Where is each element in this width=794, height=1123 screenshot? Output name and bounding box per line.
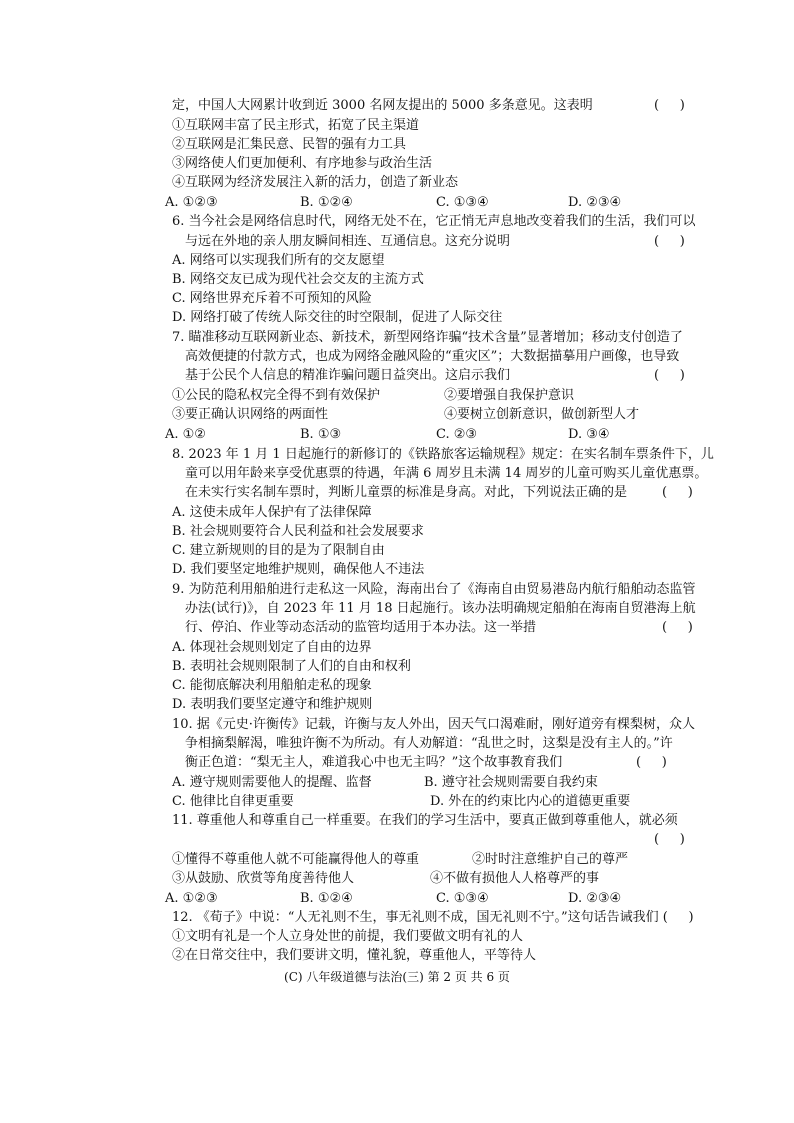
q6-answer-paren: ( ) xyxy=(654,234,685,249)
q8-stem-1: 8. 2023 年 1 月 1 日起施行的新修订的《铁路旅客运输规程》规定：在实名制车票条件下，儿 xyxy=(172,447,714,462)
q7-statement-3: ③要正确认识网络的两面性 xyxy=(172,407,329,422)
q5-option-d: D. ②③④ xyxy=(568,195,622,210)
q10-option-a: A. 遵守规则需要他人的提醒、监督 xyxy=(172,775,372,790)
q12-stem: 12. 《荀子》中说：“人无礼则不生，事无礼则不成，国无礼则不宁。”这句话告诫我们 ( ) xyxy=(172,910,694,925)
q6-stem-1: 6. 当今社会是网络信息时代，网络无处不在，它正悄无声息地改变着我们的生活，我们可以 xyxy=(172,214,696,229)
q5-option-c: C. ①③④ xyxy=(436,195,489,210)
q8-option-b: B. 社会规则要符合人民利益和社会发展要求 xyxy=(172,524,424,539)
q8-option-d: D. 我们要坚定地维护规则，确保他人不违法 xyxy=(172,562,425,577)
q12-statement-1: ①文明有礼是一个人立身处世的前提，我们要做文明有礼的人 xyxy=(172,929,524,944)
q9-stem-1: 9. 为防范利用船舶进行走私这一风险，海南出台了《海南自由贸易港岛内航行船舶动态监管 xyxy=(172,582,696,597)
q11-statement-1: ①懂得不尊重他人就不可能赢得他人的尊重 xyxy=(172,852,420,867)
q11-option-b: B. ①②④ xyxy=(300,891,353,906)
q9-option-a: A. 体现社会规则划定了自由的边界 xyxy=(172,640,372,655)
q7-stem-3: 基于公民个人信息的精准诈骗问题日益突出。这启示我们 xyxy=(185,368,511,383)
q8-answer-paren: ( ) xyxy=(662,485,693,500)
q10-stem-1: 10. 据《元史·许衡传》记载，许衡与友人外出，因天气口渴难耐，刚好道旁有棵梨树，众人 xyxy=(172,717,695,732)
q11-statement-2: ②时时注意维护自己的尊严 xyxy=(472,852,629,867)
q6-option-b: B. 网络交友已成为现代社会交友的主流方式 xyxy=(172,272,424,287)
q10-option-c: C. 他律比自律更重要 xyxy=(172,794,294,809)
q8-stem-3: 在未实行实名制车票时，判断儿童票的标准是身高。对此，下列说法正确的是 xyxy=(185,485,628,500)
q9-stem-2: 办法(试行)》，自 2023 年 11 月 18 日起施行。该办法明确规定船舶在海南自贸港海上航 xyxy=(185,601,696,616)
q5-statement-2: ②互联网是汇集民意、民智的强有力工具 xyxy=(172,137,407,152)
q5-statement-4: ④互联网为经济发展注入新的活力，创造了新业态 xyxy=(172,175,459,190)
q7-option-b: B. ①③ xyxy=(300,427,342,442)
q7-stem-1: 7. 瞄准移动互联网新业态、新技术，新型网络诈骗“技术含量”显著增加；移动支付创造了 xyxy=(172,330,683,345)
q11-option-d: D. ②③④ xyxy=(568,891,622,906)
q10-stem-2: 争相摘梨解渴，唯独许衡不为所动。有人劝解道：“乱世之时，这梨是没有主人的。”许 xyxy=(185,736,673,751)
q5-statement-3: ③网络使人们更加便利、有序地参与政治生活 xyxy=(172,156,433,171)
q11-statement-4: ④不做有损他人人格尊严的事 xyxy=(430,871,600,886)
q9-option-d: D. 表明我们要坚定遵守和维护规则 xyxy=(172,697,373,712)
q6-stem-2: 与远在外地的亲人朋友瞬间相连、互通信息。这充分说明 xyxy=(185,234,511,249)
q8-option-a: A. 这使未成年人保护有了法律保障 xyxy=(172,505,372,520)
q7-option-c: C. ②③ xyxy=(436,427,478,442)
q12-statement-2: ②在日常交往中，我们要讲文明，懂礼貌，尊重他人，平等待人 xyxy=(172,948,537,963)
q11-answer-paren: ( ) xyxy=(654,832,685,847)
q10-stem-3: 衡正色道：“梨无主人，难道我心中也无主吗？”这个故事教育我们 xyxy=(185,755,563,770)
q6-option-d: D. 网络打破了传统人际交往的时空限制，促进了人际交往 xyxy=(172,310,503,325)
q11-option-a: A. ①②③ xyxy=(165,891,218,906)
q9-option-b: B. 表明社会规则限制了人们的自由和权利 xyxy=(172,659,411,674)
q10-answer-paren: ( ) xyxy=(636,755,667,770)
q5-option-a: A. ①②③ xyxy=(165,195,218,210)
q11-option-c: C. ①③④ xyxy=(436,891,489,906)
q8-option-c: C. 建立新规则的目的是为了限制自由 xyxy=(172,543,385,558)
q7-statement-1: ①公民的隐私权完全得不到有效保护 xyxy=(172,388,381,403)
q5-answer-paren: ( ) xyxy=(654,98,685,113)
q5-stem: 定，中国人大网累计收到近 3000 名网友提出的 5000 多条意见。这表明 xyxy=(172,98,593,113)
q7-option-d: D. ③④ xyxy=(568,427,610,442)
q9-stem-3: 行、停泊、作业等动态活动的监管均适用于本办法。这一举措 xyxy=(185,620,537,635)
q7-statement-4: ④要树立创新意识，做创新型人才 xyxy=(444,407,640,422)
q5-statement-1: ①互联网丰富了民主形式，拓宽了民主渠道 xyxy=(172,118,420,133)
q5-option-b: B. ①②④ xyxy=(300,195,353,210)
q9-answer-paren: ( ) xyxy=(662,620,693,635)
q7-statement-2: ②要增强自我保护意识 xyxy=(444,388,575,403)
q7-option-a: A. ①② xyxy=(165,427,206,442)
q7-answer-paren: ( ) xyxy=(654,368,685,383)
q8-stem-2: 童可以用年龄来享受优惠票的待遇，年满 6 周岁且未满 14 周岁的儿童可购买儿童优惠票。 xyxy=(185,466,708,481)
q7-stem-2: 高效便捷的付款方式，也成为网络金融风险的“重灾区”；大数据描摹用户画像，也导致 xyxy=(185,349,680,364)
q10-option-d: D. 外在的约束比内心的道德更重要 xyxy=(430,794,631,809)
page-footer: (C) 八年级道德与法治(三) 第 2 页 共 6 页 xyxy=(284,970,510,984)
q6-option-a: A. 网络可以实现我们所有的交友愿望 xyxy=(172,253,385,268)
q9-option-c: C. 能彻底解决利用船舶走私的现象 xyxy=(172,678,372,693)
q11-statement-3: ③从鼓励、欣赏等角度善待他人 xyxy=(172,871,355,886)
q11-stem: 11. 尊重他人和尊重自己一样重要。在我们的学习生活中，要真正做到尊重他人，就必须 xyxy=(172,813,678,828)
q6-option-c: C. 网络世界充斥着不可预知的风险 xyxy=(172,291,372,306)
q10-option-b: B. 遵守社会规则需要自我约束 xyxy=(424,775,598,790)
